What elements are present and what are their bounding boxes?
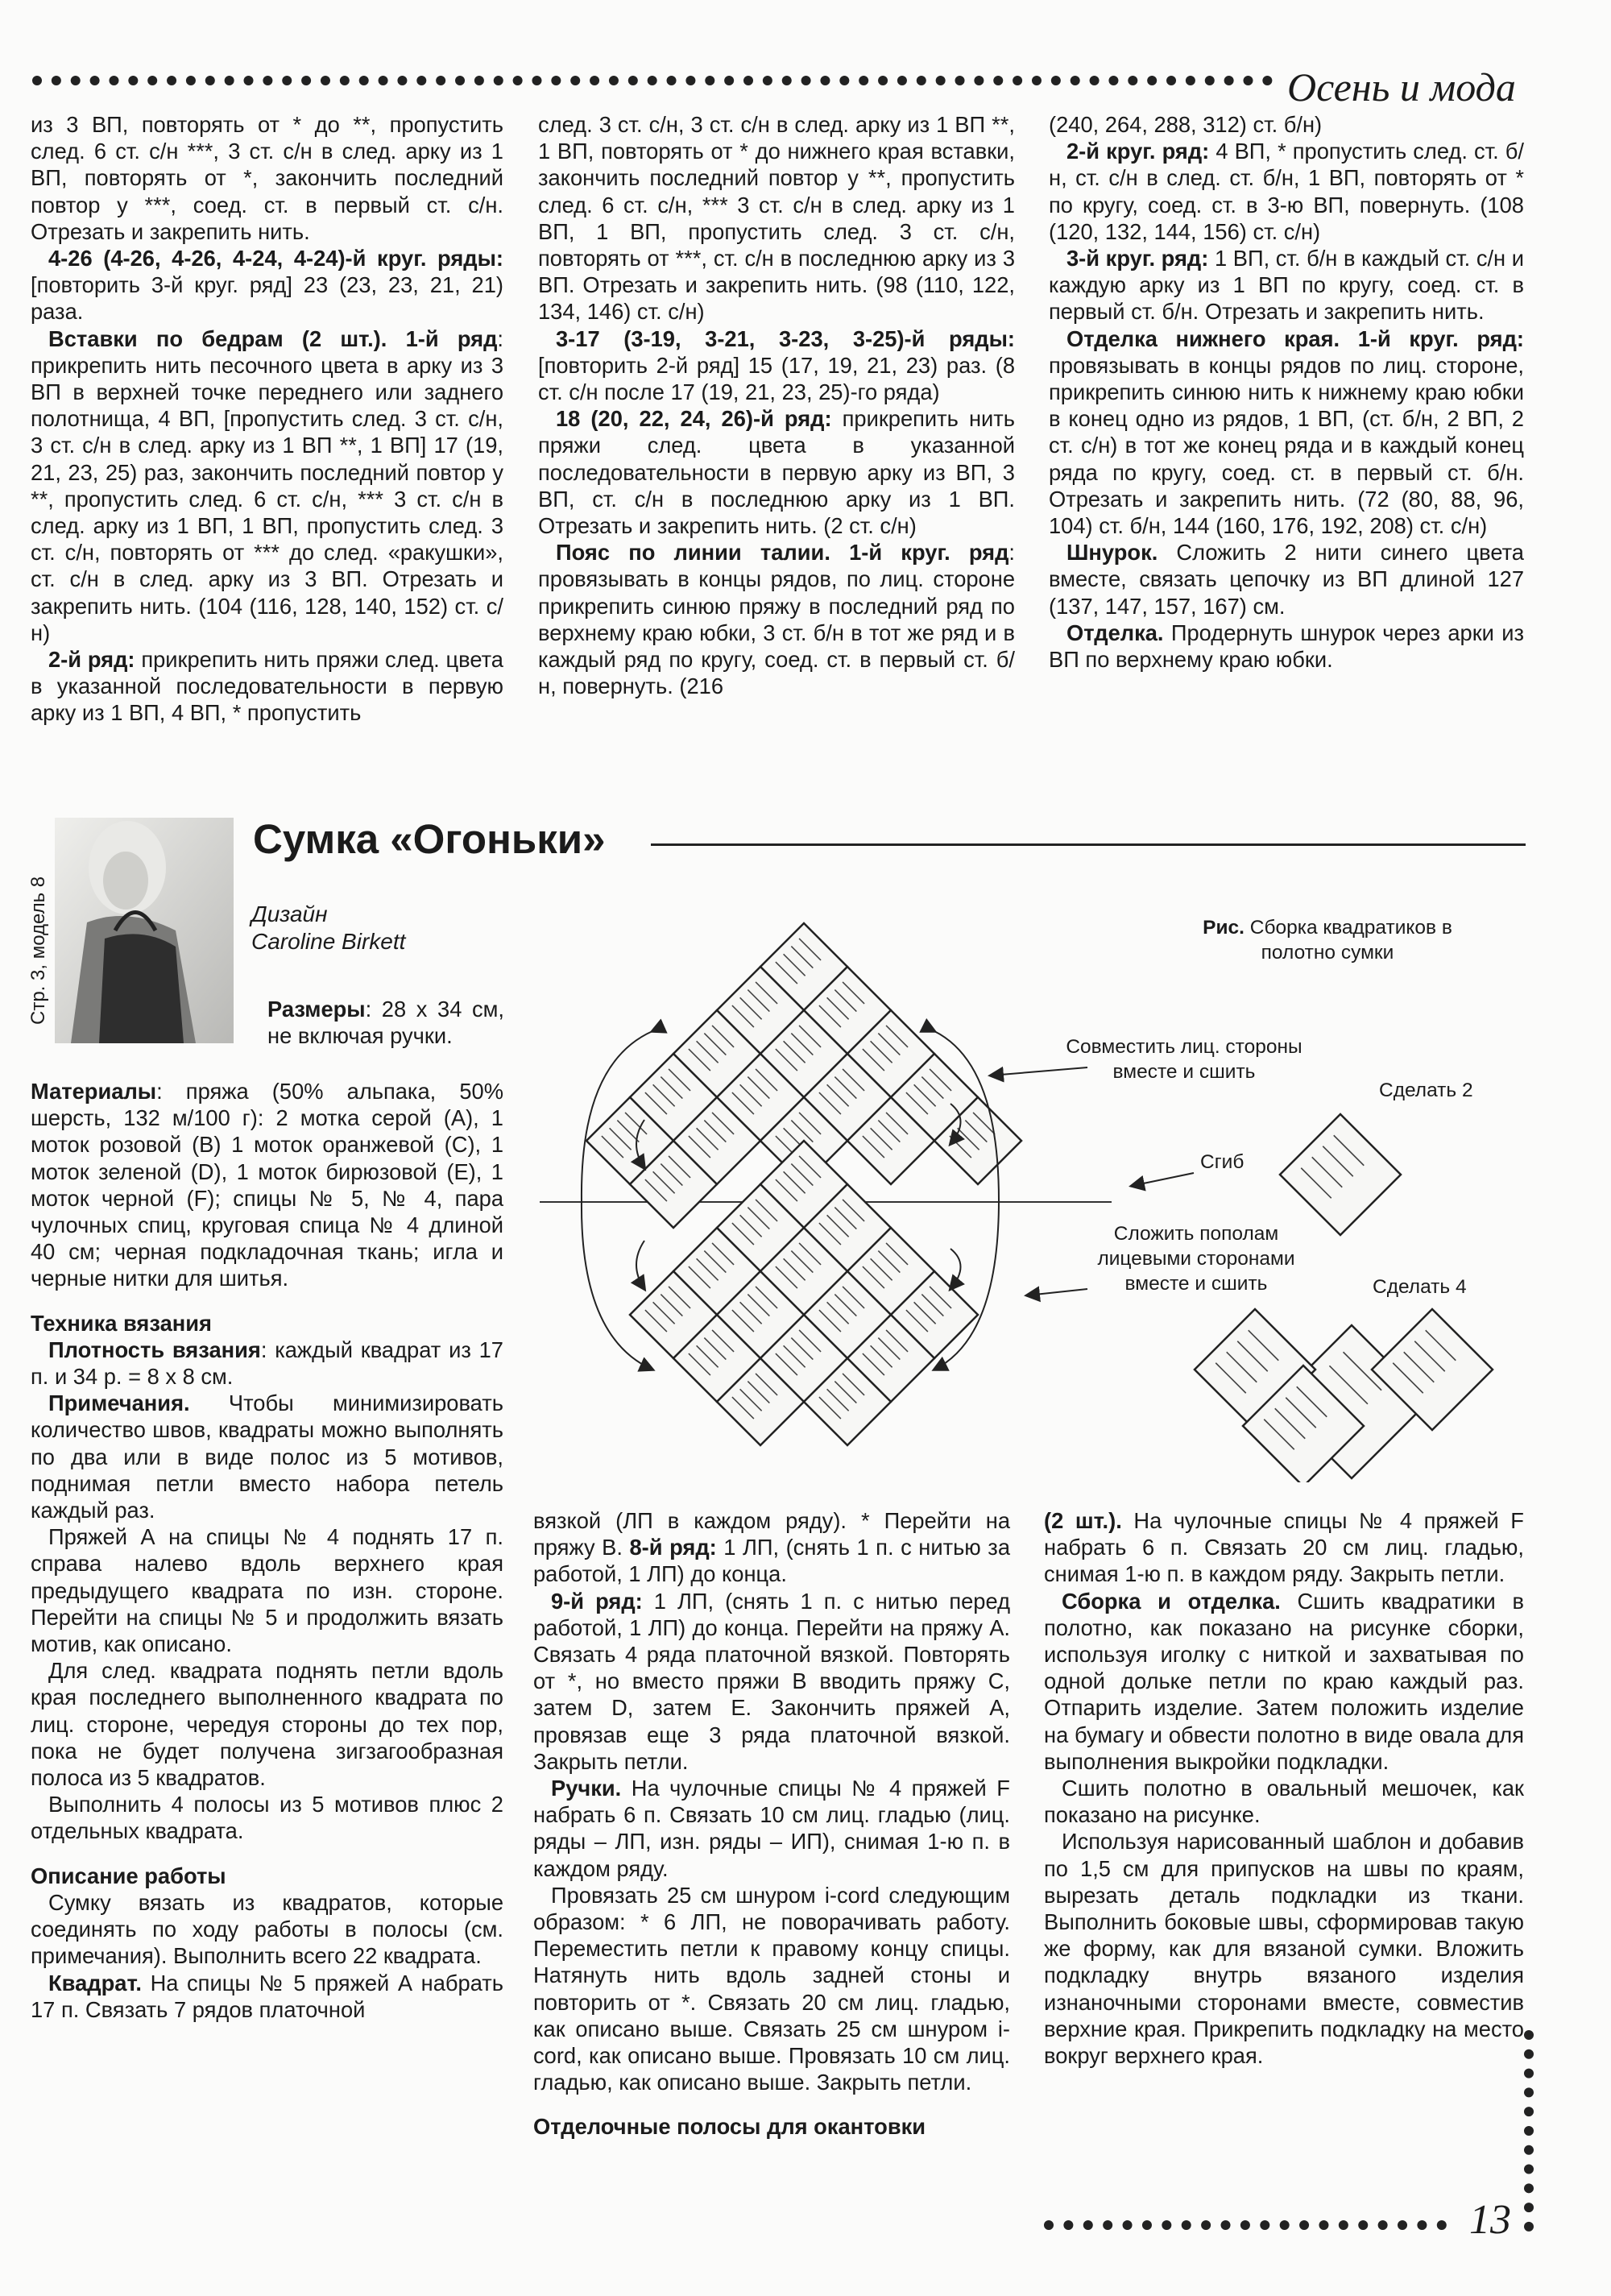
paragraph-lead: Отделка. [1066, 620, 1164, 645]
article-title: Сумка «Огоньки» [253, 816, 606, 862]
paragraph-lead: 3-й круг. ряд: [1066, 246, 1209, 271]
paragraph [1044, 1507, 1524, 1588]
figure-caption [1182, 915, 1472, 965]
paragraph-lead: Пояс по линии талии. 1-й круг. ряд [556, 540, 1009, 566]
paragraph [533, 1775, 1010, 1882]
paragraph-lead: Ручки. [551, 1776, 622, 1801]
paragraph-text: прикрепить нить пряжи след. цвета в указанной последовательности в первую арку из 1 ВП, 4 ВП, * пропустить [31, 647, 503, 726]
paragraph-text: : пряжа (50% альпака, 50% шерсть, 132 м/100 г): 2 мотка серой (А), 1 моток розовой (В) 1 моток оранжевой (С), 1 моток зеленой (D), 1 моток бирюзовой (Е), 1 моток черной (F); спицы № 5, № 4, пара чулочных спиц, круговая спица № 4 длиной 40 см; черная подкладочная ткань; игла и черные нитки для шитья. [31, 1079, 503, 1291]
paragraph-text: 4 ВП, * пропустить след. ст. б/н, ст. с/н в след. ст. б/н, 1 ВП, повторять от * по кругу, соед. ст. в 3-ю ВП, повернуть. (108 (120, 132, 144, 156) ст. с/н) [1049, 139, 1524, 244]
section-heading: Техника вязания [31, 1310, 212, 1336]
paragraph [538, 405, 1015, 539]
left-column [31, 1078, 503, 2023]
paragraph-text: след. 3 ст. с/н, 3 ст. с/н в след. арку из 1 ВП **, 1 ВП, повторять от * до нижнего края вставки, закончить последний повтор у **, пропустить след. 6 ст. с/н, *** 3 ст. с/н в след. арку из 1 ВП, 1 ВП, пропустить след. 3 ст. с/н, повторять от ***, ст. с/н в последнюю арку из 3 ВП. Отрезать и закрепить нить. (98 (110, 122, 134, 146) ст. с/н) [538, 112, 1015, 325]
running-title: Осень и мода [1287, 64, 1516, 110]
paragraph-lead: 3-17 (3-19, 3-21, 3-23, 3-25)-й ряды: [556, 325, 1015, 351]
paragraph [31, 1390, 503, 1523]
paragraph [1049, 539, 1524, 620]
seam-arrow-left-2 [636, 1241, 644, 1289]
paragraph [31, 1337, 503, 1390]
middle-column [533, 1507, 1010, 2141]
paragraph-text: вязкой (ЛП в каждом ряду). * Перейти на пряжу В. [533, 1508, 1010, 1560]
pointer-fold-sew [1027, 1289, 1087, 1295]
paragraph-text: На спицы № 5 пряжей А набрать 17 п. Связать 7 рядов платочной [31, 1970, 503, 2022]
page-number: 13 [1469, 2197, 1511, 2243]
paragraph-text: Сшить квадратики в полотно, как показано на рисунке сборки, используя иголку с ниткой и захватывая по одной дольке петли по краю каждый раз. Отпарить изделие. Затем положить изделие на бумагу и обвести полотно в виде овала для выполнения выкройки подкладки. [1044, 1588, 1524, 1774]
paragraph [31, 1657, 503, 1791]
section-heading: Описание работы [31, 1863, 226, 1888]
paragraph-text: Сшить полотно в овальный мешочек, как показано на рисунке. [1044, 1776, 1524, 1828]
make-four-squares [1195, 1309, 1493, 1482]
paragraph-text: Пряжей А на спицы № 4 поднять 17 п. справа налево вдоль верхнего края предыдущего квадрата по изн. стороне. Перейти на спицы № 5 и продолжить вязать мотив, как описано. [31, 1524, 503, 1657]
paragraph-text: [повторить 3-й круг. ряд] 23 (23, 23, 21, 21) раза. [31, 272, 503, 325]
caption-bold: Рис. [1203, 917, 1244, 939]
paragraph [1049, 245, 1524, 325]
paragraph-text: (240, 264, 288, 312) ст. б/н) [1049, 112, 1323, 137]
seam-arrow-right-2 [950, 1249, 961, 1289]
paragraph [1049, 620, 1524, 673]
paragraph-lead: 2-й ряд: [48, 647, 135, 673]
right-column [1044, 1507, 1524, 2069]
paragraph-text: Используя нарисованный шаблон и добавив по 1,5 см для припусков на швы по краям, вырезать деталь подкладки из ткани. Выполнить боковые швы, сформировав такую же форму, как для вязаной сумки. Вложить подкладку внутрь вязаного изделия изнаночными сторонами вместе, совместив верхние края. Прикрепить подкладку на место вокруг верхнего края. [1044, 1829, 1524, 2069]
paragraph [31, 646, 503, 727]
paragraph [31, 1523, 503, 1657]
paragraph [533, 1507, 1010, 1588]
label-make-2: Сделать 2 [1379, 1080, 1473, 1101]
paragraph-lead: Сборка и отделка. [1062, 1588, 1281, 1614]
paragraph [1044, 1828, 1524, 2069]
paragraph-lead: 9-й ряд: [551, 1588, 643, 1614]
square-grid [586, 923, 1021, 1445]
paragraph-text: Для след. квадрата поднять петли вдоль края последнего выполненного квадрата по лиц. стороне, чередуя стороны до тех пор, пока не будет получена зигзагообразная полоса из 5 квадратов. [31, 1658, 503, 1791]
paragraph-text: Сумку вязать из квадратов, которые соединять по ходу работы в полосы (см. примечания). Выполнить всего 22 квадрата. [31, 1889, 503, 1969]
paragraph-lead: Примечания. [48, 1390, 190, 1416]
paragraph-text: Продернуть шнурок через арки из ВП по верхнему краю юбки. [1049, 620, 1524, 673]
sizes-paragraph [267, 996, 504, 1049]
pointer-fold [1132, 1173, 1194, 1186]
sizes-label: Размеры [267, 997, 366, 1022]
paragraph-text: : каждый квадрат из 17 п. и 34 р. = 8 х 8 см. [31, 1337, 503, 1390]
paragraph [538, 539, 1015, 699]
paragraph-text: Сложить 2 нити синего цвета вместе, связать цепочку из ВП длиной 127 (137, 147, 157, 167) см. [1049, 540, 1524, 619]
paragraph-text: : прикрепить нить песочного цвета в арку из 3 ВП в верхней точке переднего или заднего полотнища, 4 ВП, [пропустить след. 3 ст. с/н, 3 ст. с/н в след. арку из 1 ВП **, 1 ВП] 17 (19, 21, 23, 25) раз, закончить последний повтор у **, пропустить след. 6 ст. с/н, *** 3 ст. с/н в след. арку из 1 ВП, 1 ВП, пропустить след. 3 ст. с/н, повторять от *** до след. «ракушки», ст. с/н в след. арку из 3 ВП. Отрезать и закрепить нить. (104 (116, 128, 140, 152) ст. с/н) [31, 325, 503, 645]
footer-dotted-rule [1044, 2220, 1447, 2230]
paragraph [31, 1078, 503, 1292]
paragraph [1049, 111, 1524, 138]
paragraph-lead: Плотность вязания [48, 1337, 261, 1362]
paragraph [533, 1588, 1010, 1775]
paragraph-text: 1 ЛП, (снять 1 п. с нитью перед работой, 1 ЛП) до конца. Перейти на пряжу А. Связать 4 ряда платочной вязкой. Повторять от *, но вместо пряжи В вводить пряжу С, затем D, затем Е. Закончить пряжей А, провязав еще 3 ряда платочной вязкой. Закрыть петли. [533, 1588, 1011, 1774]
paragraph [533, 1882, 1010, 2096]
caption-text: Сборка квадратиков в полотно сумки [1244, 917, 1452, 964]
paragraph [1044, 1775, 1524, 1828]
paragraph [1044, 1588, 1524, 1775]
paragraph-text: На чулочные спицы № 4 пряжей F набрать 6 п. Связать 10 см лиц. гладью (лиц. ряды – ЛП, изн. ряды – ИП), снимая 1-ю п. в каждом ряду. [533, 1776, 1010, 1881]
paragraph-lead: 8-й ряд: [629, 1535, 717, 1560]
paragraph [538, 325, 1015, 406]
paragraph-lead: (2 шт.). [1044, 1508, 1122, 1533]
paragraph [1049, 325, 1524, 540]
paragraph-text: из 3 ВП, повторять от * до **, пропустить след. 6 ст. с/н ***, 3 ст. с/н в след. арку из 1 ВП, повторять от *, закончить последний повтор у ***, соед. ст. в первый ст. с/н. Отрезать и закрепить нить. [31, 112, 503, 244]
model-photo [55, 818, 234, 1043]
paragraph-text: Провязать 25 см шнуром i-cord следующим образом: * 6 ЛП, не поворачивать работу. Переместить петли к правому концу спицы. Натянуть нить вдоль задней стоны и повторить от *. Связать 20 см лиц. гладью, как описано выше. Связать 25 см шнуром i-cord, как описано выше. Провязать 10 см лиц. гладью, как описано выше. Закрыть петли. [533, 1882, 1010, 2095]
top-column-1 [31, 111, 503, 727]
paragraph-lead: 2-й круг. ряд: [1066, 139, 1210, 164]
paragraph-lead: Отделка нижнего края. 1-й круг. ряд: [1066, 325, 1524, 351]
designer-credit [251, 901, 405, 955]
paragraph-text: 1 ВП, ст. б/н в каждый ст. с/н и каждую арку из 1 ВП по кругу, соед. ст. в первый ст. б/н. Отрезать и закрепить нить. [1049, 246, 1524, 325]
side-label: Стр. 3, модель 8 [27, 876, 49, 1025]
footer-dotted-vertical [1524, 2030, 1534, 2232]
paragraph-text: провязывать в концы рядов по лиц. стороне, прикрепить синюю нить к нижнему краю юбки в конец одно из рядов, 1 ВП, (ст. б/н, 2 ВП, 2 ст. с/н) в тот же конец ряда и в каждый конец ряда по кругу, соед. ст. в первый ст. б/н. Отрезать и закрепить нить. (72 (80, 88, 96, 104) ст. б/н, 144 (160, 176, 192, 208) ст. с/н) [1049, 352, 1524, 539]
paragraph-text: прикрепить нить пряжи след. цвета в указанной последовательности в первую арку из ВП, 3 ВП, ст. с/н в последнюю арку из 1 ВП. Отрезать и закрепить нить. (2 ст. с/н) [538, 406, 1015, 539]
paragraph-text: 1 ЛП, (снять 1 п. с нитью за работой, 1 ЛП) до конца. [533, 1535, 1010, 1587]
paragraph-lead: Вставки по бедрам (2 шт.). 1-й ряд [48, 325, 498, 351]
label-combine: Совместить лиц. стороны вместе и сшить [1066, 1036, 1302, 1083]
label-fold: Сгиб [1200, 1151, 1244, 1173]
paragraph-text: : провязывать в концы рядов, по лиц. стороне прикрепить синюю пряжу в последний ряд по верхнему краю юбки, 3 ст. б/н в тот же ряд и в каждый ряд по кругу, соед. ст. в первый ст. б/н, повернуть. (216 [538, 540, 1015, 699]
paragraph-text: [повторить 2-й ряд] 15 (17, 19, 21, 23) раз. (8 ст. с/н после 17 (19, 21, 23, 25)-го ряда) [538, 352, 1015, 405]
paragraph [31, 111, 503, 245]
label-fold-sew: Сложить пополам лицевыми сторонами вместе и сшить [1097, 1223, 1295, 1295]
paragraph [31, 325, 503, 646]
designer-name: Caroline Birkett [251, 929, 406, 954]
paragraph [538, 111, 1015, 325]
paragraph [31, 1791, 503, 1844]
section-heading: Отделочные полосы для окантовки [533, 2114, 926, 2140]
paragraph [1049, 138, 1524, 245]
assembly-diagram [532, 918, 1530, 1482]
paragraph-lead: Квадрат. [48, 1970, 142, 1996]
label-make-4: Сделать 4 [1373, 1276, 1467, 1298]
sizes-text: : 28 х 34 см, не включая ручки. [267, 997, 504, 1049]
make-two-square [1280, 1114, 1401, 1235]
paragraph-text: Выполнить 4 полосы из 5 мотивов плюс 2 отдельных квадрата. [31, 1792, 503, 1844]
paragraph-lead: 18 (20, 22, 24, 26)-й ряд: [556, 406, 832, 432]
header-dotted-rule [32, 76, 1273, 85]
paragraph [31, 245, 503, 325]
paragraph [31, 1970, 503, 2023]
paragraph-text: Чтобы минимизировать количество швов, квадраты можно выполнять по два или в виде полос из 5 мотивов, поднимая петли вместо набора петель каждый раз. [31, 1390, 503, 1523]
paragraph-text: На чулочные спицы № 4 пряжей F набрать 6 п. Связать 20 см лиц. гладью, снимая 1-ю п. в каждом ряду. Закрыть петли. [1044, 1508, 1524, 1587]
paragraph-lead: Шнурок. [1066, 540, 1158, 566]
knit-square [1280, 1114, 1401, 1235]
title-rule [651, 843, 1526, 846]
top-column-2 [538, 111, 1015, 699]
paragraph-lead: 4-26 (4-26, 4-26, 4-24, 4-24)-й круг. ряды: [48, 246, 503, 271]
top-column-3 [1049, 111, 1524, 673]
paragraph-lead: Материалы [31, 1079, 157, 1104]
design-label: Дизайн [251, 901, 328, 926]
paragraph [31, 1889, 503, 1970]
